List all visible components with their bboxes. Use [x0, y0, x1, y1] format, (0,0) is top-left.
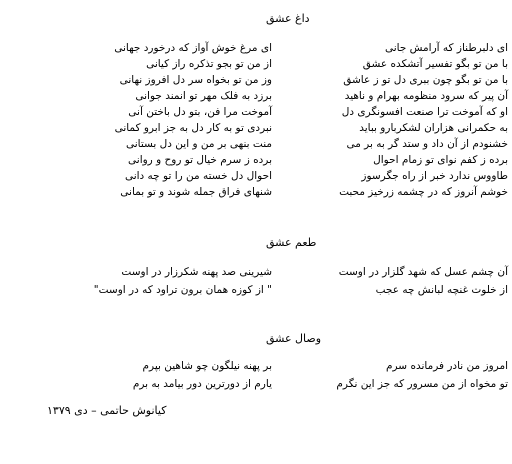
verse-1-2-first: با من تو بگو تفسیر آتشکده عشق — [362, 58, 508, 70]
verse-3-2-first: تو مخواه از من مسرور که جز این نگرم — [336, 378, 508, 390]
verse-1-5-first: او که آموخت ترا صنعت افسونگری دل — [341, 106, 508, 118]
verse-1-1-first: ای دلبرطناز که آرامش جانی — [384, 42, 508, 54]
verse-1-7-first: خشنودم از آن داد و ستد گر به بر می — [346, 138, 508, 150]
verse-1-10-first: خوشم آنروز که در چشمه زرخیز محبت — [339, 186, 508, 198]
verse-2-1-second: شیرینی صد پهنه شکرزار در اوست — [121, 266, 272, 278]
verse-1-7-second: منت بنهی بر من و این دل بستانی — [125, 138, 272, 150]
verse-1-1-second: ای مرغ خوش آواز که درخورد جهانی — [114, 42, 272, 54]
verse-2-2-second: " از کوزه همان برون تراود که در اوست" — [93, 284, 272, 296]
verse-3-2-second: یارم از دورترین دور بیامد به برم — [132, 378, 272, 390]
verse-1-5-second: آموخت مرا فن، بتو دل باختن آنی — [128, 106, 272, 118]
verse-1-6-second: نبردی تو به کار دل به جز ابرو کمانی — [114, 122, 272, 134]
verse-1-4-second: برزد به فلک مهر تو انمند جوانی — [135, 90, 272, 102]
section-title-tam-eshgh: طعم عشق — [266, 236, 317, 249]
verse-1-8-first: برده ز کفم نوای تو زمام احوال — [373, 154, 508, 166]
verse-3-1-first: امروز من نادر فرمانده سرم — [386, 360, 508, 372]
verse-2-2-first: از خلوت غنچه لبانش چه عجب — [375, 284, 508, 296]
verse-2-1-first: آن چشم عسل که شهد گلزار در اوست — [338, 266, 508, 278]
verse-1-3-first: با من تو بگو چون ببری دل تو ز عاشق — [343, 74, 508, 86]
verse-1-10-second: شنهای فراق جمله شوند و تو بمانی — [120, 186, 272, 198]
verse-1-4-first: آن پیر که سرود منظومه بهرام و ناهید — [344, 90, 508, 102]
verse-1-8-second: برده ز سرم خیال تو روح و روانی — [128, 154, 272, 166]
verse-1-3-second: وز من تو بخواه سر دل افروز نهانی — [119, 74, 272, 86]
verse-1-6-first: به حکمرانی هزاران لشکربارو بباید — [359, 122, 508, 134]
section-title-vesal-eshgh: وصال عشق — [266, 332, 322, 345]
verse-1-9-second: احوال دل خسته من را تو چه دانی — [124, 170, 272, 182]
author-signature-date: کیانوش حاتمی – دی ۱۳۷۹ — [47, 404, 167, 417]
verse-3-1-second: بر پهنه نیلگون چو شاهین بپرم — [142, 360, 272, 372]
verse-1-9-first: طاووس ندارد خبر از راه جگرسوز — [361, 170, 508, 182]
verse-1-2-second: از من تو بجو تذکره راز کیانی — [146, 58, 272, 70]
section-title-dagh-eshgh: داغ عشق — [266, 12, 310, 25]
